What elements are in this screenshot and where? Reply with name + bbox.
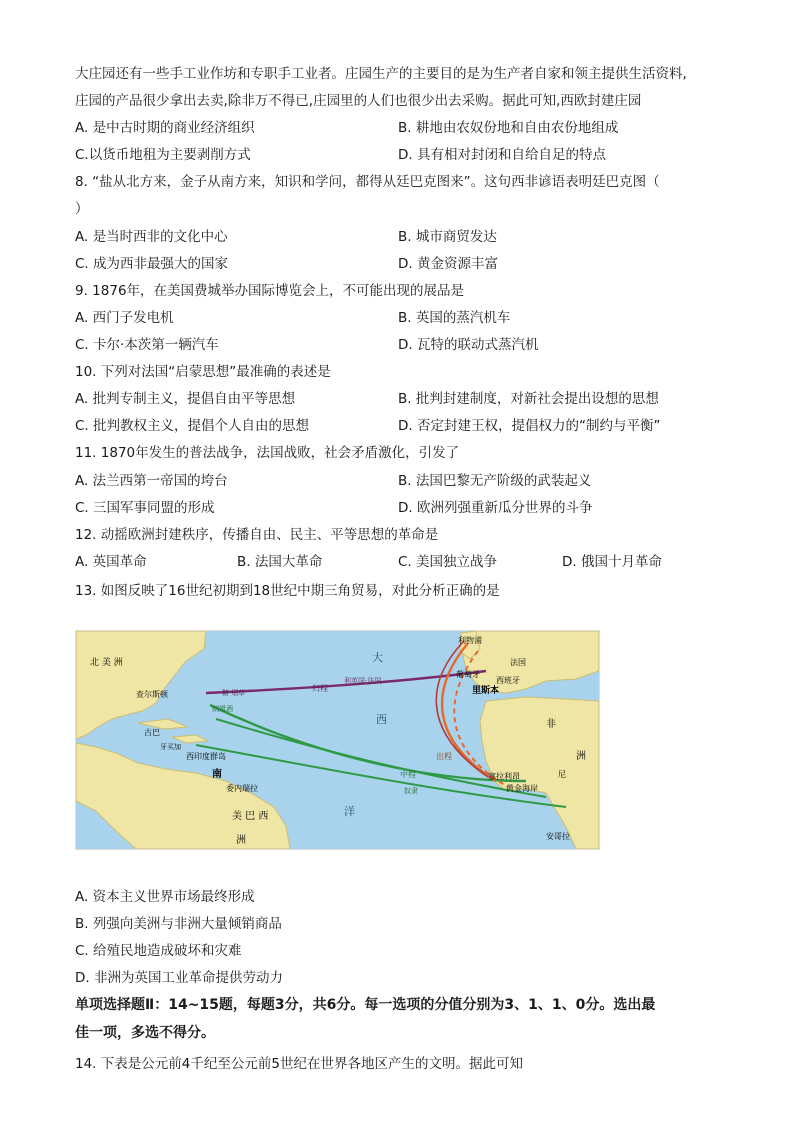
q7-option-a[interactable]: A. 是中古时期的商业经济组织 <box>75 120 255 136</box>
section-2-heading-line-1: 单项选择题Ⅱ：14~15题，每题3分，共6分。每一选项的分值分别为3、1、1、0分。选出最 <box>75 997 656 1013</box>
q11-option-d[interactable]: D. 欧洲列强重新瓜分世界的斗争 <box>398 500 593 516</box>
q11-stem: 11. 1870年发生的普法战争，法国战败，社会矛盾激化，引发了 <box>75 445 460 461</box>
map-label-route-rum: 朗姆酒 <box>212 705 233 713</box>
map-label-west-indies: 西印度群岛 <box>186 752 226 761</box>
map-label-venezuela: 委内瑞拉 <box>226 784 258 793</box>
q7-text-line-2: 庄园的产品很少拿出去卖,除非万不得已,庄园里的人们也很少出去采购。据此可知,西欧封建庄园 <box>75 93 642 109</box>
q12-option-c[interactable]: C. 美国独立战争 <box>398 554 498 570</box>
map-label-cuba: 古巴 <box>144 728 160 737</box>
q7-text-line-1: 大庄园还有一些手工业作坊和专职手工业者。庄园生产的主要目的是为生产者自家和领主提供生活资料, <box>75 66 687 82</box>
q13-option-b[interactable]: B. 列强向美洲与非洲大量倾销商品 <box>75 916 282 932</box>
map-label-south: 南 <box>212 769 222 780</box>
q8-option-a[interactable]: A. 是当时西非的文化中心 <box>75 229 228 245</box>
q9-option-a[interactable]: A. 西门子发电机 <box>75 310 174 326</box>
map-label-continent-zhou: 洲 <box>236 835 246 846</box>
map-label-portugal: 葡萄牙 <box>456 670 480 679</box>
map-label-france: 法国 <box>510 658 526 667</box>
map-label-spain: 西班牙 <box>496 676 520 685</box>
q7-option-d[interactable]: D. 具有相对封闭和自给自足的特点 <box>398 147 606 163</box>
map-label-ocean-da: 大 <box>372 651 383 664</box>
map-label-angola: 安哥拉 <box>546 832 570 841</box>
map-label-liverpool: 利物浦 <box>458 636 482 645</box>
triangular-trade-map <box>75 630 600 850</box>
q12-option-b[interactable]: B. 法国大革命 <box>237 554 323 570</box>
map-label-ocean-xi: 西 <box>376 713 387 726</box>
map-label-jamaica: 牙买加 <box>160 743 181 751</box>
map-label-north-america: 北 美 洲 <box>90 658 123 668</box>
map-label-brazil: 美 巴 西 <box>232 811 269 822</box>
map-label-africa-zhou: 洲 <box>576 751 586 762</box>
q9-stem: 9. 1876年，在美国费城举办国际博览会上，不可能出现的展品是 <box>75 283 465 299</box>
q14-stem: 14. 下表是公元前4千纪至公元前5世纪在世界各地区产生的文明。据此可知 <box>75 1056 523 1072</box>
map-label-outbound: 出程 <box>436 752 452 761</box>
section-2-heading-line-2: 佳一项，多选不得分。 <box>75 1025 215 1041</box>
q7-option-b[interactable]: B. 耕地由农奴份地和自由农份地组成 <box>398 120 619 136</box>
q8-option-b[interactable]: B. 城市商贸发达 <box>398 229 497 245</box>
q9-option-c[interactable]: C. 卡尔·本茨第一辆汽车 <box>75 337 219 353</box>
map-label-return-trip: 归程 <box>312 684 328 693</box>
map-label-ni: 尼 <box>558 770 566 779</box>
map-label-middle-passage: 中程 <box>400 770 416 779</box>
q10-stem: 10. 下列对法国“启蒙思想”最准确的表述是 <box>75 364 331 380</box>
q10-option-b[interactable]: B. 批判封建制度，对新社会提出设想的思想 <box>398 391 659 407</box>
q8-option-c[interactable]: C. 成为西非最强大的国家 <box>75 256 229 272</box>
q13-option-d[interactable]: D. 非洲为英国工业革命提供劳动力 <box>75 970 283 986</box>
q8-stem-line-1: 8. “盐从北方来，金子从南方来，知识和学问，都得从廷巴克图来”。这句西非谚语表明廷巴克图（ <box>75 174 660 190</box>
q9-option-d[interactable]: D. 瓦特的联动式蒸汽机 <box>398 337 539 353</box>
q10-option-d[interactable]: D. 否定封建王权，提倡权力的“制约与平衡” <box>398 418 661 434</box>
map-label-route-sugar: 糖 烟草 <box>222 689 246 697</box>
q9-option-b[interactable]: B. 英国的蒸汽机车 <box>398 310 511 326</box>
map-label-africa-fei: 非 <box>546 719 556 730</box>
q11-option-a[interactable]: A. 法兰西第一帝国的垮台 <box>75 473 228 489</box>
q12-stem: 12. 动摇欧洲封建秩序，传播自由、民主、平等思想的革命是 <box>75 527 439 543</box>
q12-option-a[interactable]: A. 英国革命 <box>75 554 147 570</box>
q7-option-c[interactable]: C.以货币地租为主要剥削方式 <box>75 147 251 163</box>
q11-option-b[interactable]: B. 法国巴黎无产阶级的武装起义 <box>398 473 592 489</box>
map-label-route-slaves: 奴隶 <box>404 787 418 795</box>
map-label-lisbon: 里斯本 <box>472 686 500 696</box>
q8-stem-line-2: ） <box>75 201 89 217</box>
q8-option-d[interactable]: D. 黄金资源丰富 <box>398 256 498 272</box>
map-label-ocean-yang: 洋 <box>344 805 355 818</box>
q10-option-c[interactable]: C. 批判教权主义，提倡个人自由的思想 <box>75 418 310 434</box>
q13-option-c[interactable]: C. 给殖民地造成破坏和灾难 <box>75 943 242 959</box>
q12-option-d[interactable]: D. 俄国十月革命 <box>562 554 662 570</box>
q13-option-a[interactable]: A. 资本主义世界市场最终形成 <box>75 889 255 905</box>
map-label-charleston: 查尔斯顿 <box>136 690 168 699</box>
map-label-route-goods: 利英国·法国 <box>344 677 382 685</box>
map-label-sierra-leone: 塞拉利昂 <box>488 772 520 781</box>
q11-option-c[interactable]: C. 三国军事同盟的形成 <box>75 500 215 516</box>
q10-option-a[interactable]: A. 批判专制主义，提倡自由平等思想 <box>75 391 296 407</box>
map-label-gold-coast: 黄金海岸 <box>506 784 538 793</box>
q13-stem: 13. 如图反映了16世纪初期到18世纪中期三角贸易，对此分析正确的是 <box>75 583 500 599</box>
